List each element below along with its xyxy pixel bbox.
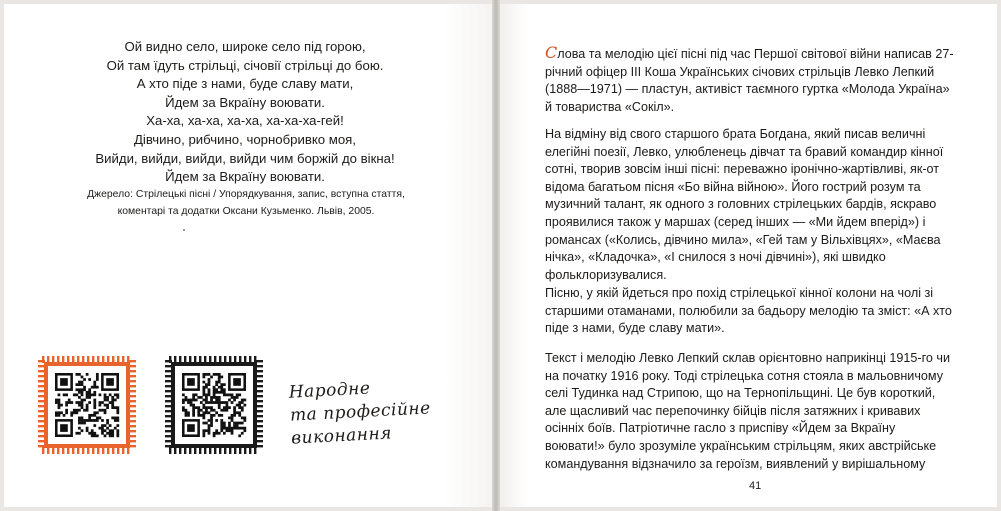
handwritten-line: та професійне — [289, 398, 432, 426]
poem-line: Ха-ха, ха-ха, ха-ха, ха-ха-ха-гей! — [146, 113, 344, 129]
source-line: Джерело: Стрілецькі пісні / Упорядкування, запис, вступна стаття, — [87, 189, 405, 200]
poem-line: Ой там їдуть стрільці, січовії стрільці до бою. — [106, 57, 384, 73]
drop-cap: С — [545, 43, 558, 62]
page-number: 41 — [749, 480, 762, 492]
article-paragraph-4 — [545, 350, 957, 473]
poem-line: Йдем за Вкраїну воювати. — [165, 94, 325, 110]
handwritten-line: виконання — [290, 423, 393, 449]
poem-line: Дівчино, рибчино, чорнобривко моя, — [134, 131, 356, 147]
paragraph-text: На відміну від свого старшого брата Богдана, який писав величні елегійні поезії, Левко, улюбленець дівчат та бравий командир кінної сотні, творив зовсім інші пісні: переважно іронічно-жартівливі, як-от відома багатьом пісня «Бо війна війною». Його гострий розум та музичний талант, як одного з головних стрілецьких бардів, яскраво проявилися також у маршах (серед інших — «Ми йдем вперід») і романсах («Колись, дівчино мила», «Гей там у Вільхівцях», «Маєва нічка», «Кладочка», «І снилося з ночі дівчині»), які швидко фольклоризувалися. — [545, 127, 944, 282]
stray-dot — [183, 229, 185, 231]
paragraph-text: лова та мелодію цієї пісні під час Першої світової війни написав 27-річний офіцер ІІІ Коша Українських січових стрільців Левко Лепкий (1888—1971) — пластун, активіст таємного гуртка «Молода Україна» й товариства «Сокіл». — [545, 47, 954, 114]
poem-line: А хто піде з нами, буде славу мати, — [136, 76, 354, 92]
qr-code-professional[interactable] — [165, 356, 263, 454]
source-line: коментарі та додатки Оксани Кузьменко. Львів, 2005. — [117, 206, 375, 217]
article-paragraph-3 — [545, 285, 957, 338]
qr-code-professional-icon — [165, 356, 263, 454]
qr-code-folk-icon — [38, 356, 136, 454]
book-gutter — [492, 0, 500, 511]
handwritten-caption — [288, 374, 432, 450]
handwritten-line: Народне — [288, 378, 371, 403]
poem-line: Йдем за Вкраїну воювати. — [165, 169, 325, 185]
source-citation — [36, 186, 456, 220]
qr-code-folk[interactable] — [38, 356, 136, 454]
paragraph-text: Пісню, у якій йдеться про похід стрілецької кінної колони на чолі зі старшими отаманами, полюбили за бадьору мелодію та зміст: «А хто піде з нами, буде славу мати». — [545, 286, 952, 336]
article-paragraph-1 — [545, 44, 957, 116]
paragraph-text: Текст і мелодію Левко Лепкий склав орієнтовно наприкінці 1915-го чи на початку 1916 року. Тоді стрілецька сотня стояла в мальовничому селі Тудинка над Стрипою, що на Тернопільщині. Це був короткий, але щасливий час перепочинку бійців після затяжних і кривавих осінніх боїв. Патріотичне гасло з приспіву «Йдем за Вкраїну воювати!» було зрозуміле українським стрільцям, яких австрійське командування відзначило за героїзм, виявлений у вирішальному — [545, 351, 951, 471]
poem — [40, 38, 450, 187]
article-paragraph-2 — [545, 126, 957, 284]
poem-line: Вийди, вийди, вийди, вийди чим боржій до вікна! — [95, 150, 395, 166]
poem-line: Ой видно село, широке село під горою, — [124, 39, 366, 54]
